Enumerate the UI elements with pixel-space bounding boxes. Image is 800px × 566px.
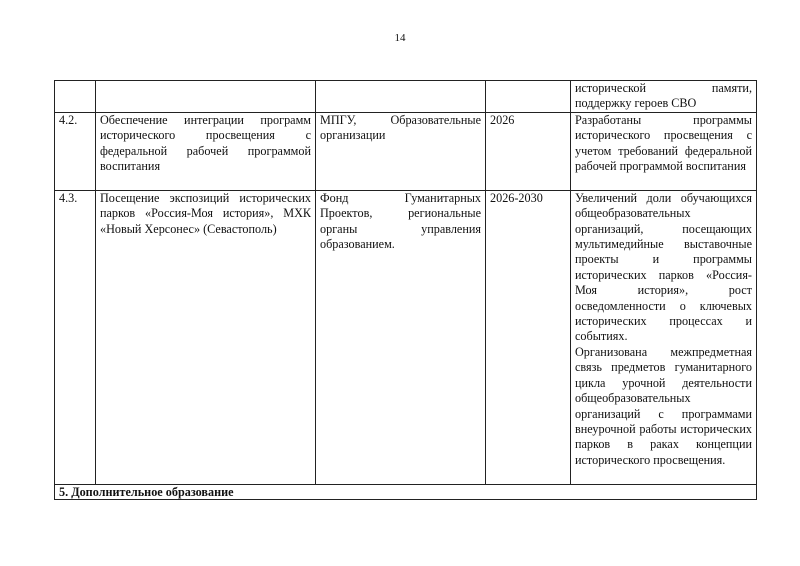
result-cell [571, 190, 757, 484]
event-cell [96, 81, 316, 113]
term-cell: 2026 [486, 112, 571, 190]
plan-table [54, 80, 757, 500]
executors-cell: Фонд Гуманитарных Проектов, региональные органы управления образованием. [316, 190, 486, 484]
row-number [55, 81, 96, 113]
table-row-4-3 [55, 190, 757, 484]
result-line: исторической памяти, [575, 81, 752, 95]
executors-cell: МПГУ, Образовательные организации [316, 112, 486, 190]
term-cell: 2026-2030 [486, 190, 571, 484]
row-number: 4.2. [55, 112, 96, 190]
result-cell [571, 81, 757, 113]
table-row-4-2 [55, 112, 757, 190]
section-row [55, 484, 757, 499]
result-paragraph: Увеличений доли обучающихся общеобразовательных организаций, посещающих мультимедийные выставочные проекты и программы исторических парков «Россия-Моя история», рост осведомленности о ключевых исторических процессах и событиях. [575, 190, 752, 344]
section-heading: 5. Дополнительное образование [55, 484, 757, 499]
row-number: 4.3. [55, 190, 96, 484]
term-cell [486, 81, 571, 113]
event-cell: Обеспечение интеграции программ исторического просвещения с федеральной рабочей программой воспитания [96, 112, 316, 190]
table-row-continuation [55, 81, 757, 113]
event-cell: Посещение экспозиций исторических парков «Россия-Моя история», МХК «Новый Херсонес» (Севастополь) [96, 190, 316, 484]
result-line: поддержку героев СВО [575, 96, 697, 111]
result-cell: Разработаны программы исторического просвещения с учетом требований федеральной рабочей программой воспитания [571, 112, 757, 190]
result-paragraph: Организована межпредметная связь предметов гуманитарного цикла урочной деятельности общеобразовательных организаций с программами внеурочной работы исторических парков в раках концепции исторического просвещения. [575, 344, 752, 467]
page-number: 14 [394, 32, 406, 44]
executors-cell [316, 81, 486, 113]
